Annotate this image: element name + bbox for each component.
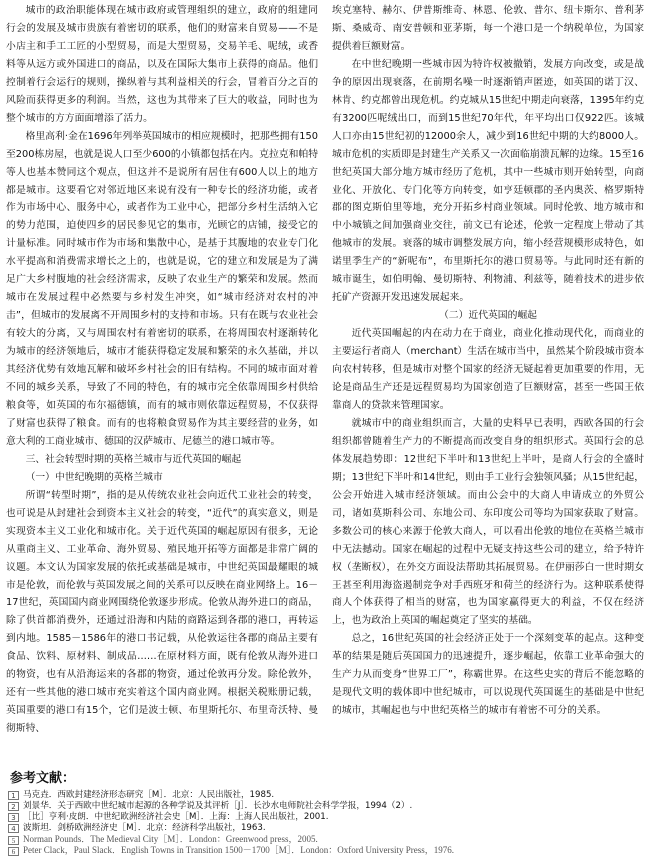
paragraph: 格里高利·金在1696年列举英国城市的相应规模时，把那些拥有150至200栋房屋，也就是说人口至少600的小镇都包括在内。克拉克和帕特等人也基本赞同这个观点，但这并不是说所有居住有600人以上的地方都是城市。这要看它对邻近地区来说有没有一种专长的经济功能，或者作为市场中心、服务中心，或者作为工业中心，把部分乡村生活纳入它的势力范围，迫使四乡的居民参见它的集市，光顾它的店铺，接受它的计量标准。同时城市作为市场和集散中心，是基于其腹地的农业专门化水平提高和消费需求增长之上的，也就是说，它的建立和发展是为了满足广大乡村腹地的社会经济需求，反映了农业生产的繁荣和发展。然而城市在发展过程中必然要与乡村发生冲突，如“城市经济对农村的冲击”，但城市的发展离不开周围乡村的支持和市场。只有在既与农业社会有较大的分离，又与周围农村有着密切的联系，在将周围农村逐渐转化为城市的经济领地后，城市才能获得稳定发展和繁荣的永久基础，并以其经济优势有效地瓦解和破坏乡村社会的旧有结构。不同的城市面对着不同的城乡关系，导致了不同的特色，有的城市完全依靠周围乡村供给粮食等，如英国的布尔福德镇，而有的城市则依靠远程贸易，不仅获得了财富也获得了粮食。而有的也将粮食贸易作为其主要经营的业务，如意大利的工商业城市、德国的汉萨城市、尼德兰的港口城市等。 (6, 130, 318, 447)
reference-item (6, 812, 642, 823)
paragraph: 埃克塞特、赫尔、伊普斯维奇、林恩、伦敦、普尔、纽卡斯尔、普利茅斯、桑威奇、南安普顿和亚茅斯，每一个港口是一个纳税单位，为国家提供着巨额财富。 (332, 5, 644, 52)
subsection-heading: （一）中世纪晚期的英格兰城市 (25, 471, 163, 483)
reference-number: 3 (8, 813, 19, 822)
reference-item (6, 845, 642, 856)
reference-number: 6 (8, 847, 19, 856)
paragraph: 在中世纪晚期一些城市因为特许权被撤销，发展方向改变，或是战争的原因出现衰落，在前期名噪一时逐渐销声匿迹，如英国的诺丁汉、林肯、约克都曾出现危机。约克城从15世纪中期走向衰落，1395年约克有3200匹呢绒出口，而到15世纪70年代，年平均出口仅922匹。该城人口亦由15世纪初的12000余人，减少到16世纪中期的大约8000人。城市危机的实质即是封建生产关系又一次面临崩溃瓦解的边缘。15至16世纪英国大部分地方城市经历了危机，其中一些城市则开始转型，向商业化、开放化、专门化等方向转变，如亨廷顿郡的圣内奥茨、格罗斯特郡的图克斯伯里等地，充分开拓乡村商业领域。同时伦敦、地方城市和中小城镇之间加强商业交往，前文已有论述，伦敦一定程度上带动了其他城市的发展。衰落的城市调整发展方向，缩小经营规模形成特色，如诺里季生产的“新呢布”，布里斯托尔的港口贸易等。与此同时还有新的城市诞生，如伯明翰、曼切斯特、利物浦、利兹等，随着技术的进步依托矿产资源开发迅速发展起来。 (332, 58, 644, 304)
reference-number: 4 (8, 824, 19, 833)
reference-number: 5 (8, 836, 19, 845)
right-column (332, 2, 644, 770)
reference-text: 波斯坦．剑桥欧洲经济史［M］．北京：经济科学出版社，1963. (23, 823, 266, 834)
subsection-heading: （二）近代英国的崛起 (439, 310, 537, 322)
paragraph: 就城市中的商业组织而言，大量的史料早已表明，西欧各国的行会组织都曾随着生产力的不断提高而改变自身的组织形式。英国行会的总体发展趋势即：12世纪下半叶和13世纪上半叶，是商人行会的全盛时期；13世纪下半叶和14世纪，则由手工业行会独领风骚；从15世纪起，公会开始进入城市经济领域。而由公会中的大商人申请成立的外贸公司，诸如莫斯科公司、东地公司、东印度公司等均为国家获取了财富。多数公司的核心来源于伦敦大商人，可以看出伦敦的地位在英格兰城市中无法撼动。国家在崛起的过程中无疑支持这些公司的建立，给予特许权（垄断权），在外交方面设法帮助其拓展贸易。在伊丽莎白一世时期女王甚至利用海盗遏制竞争对手西班牙和荷兰的经济行为。这种联系使得商人个体获得了相当的财富，也为国家赢得更大的利益，不仅在经济上，也为政治上英国的崛起奠定了坚实的基础。 (332, 417, 644, 627)
reference-text: Peter Clack，Paul Slack．English Towns in Transition 1500－1700［M］．London：Oxford University Press，1976. (23, 845, 454, 856)
reference-text: 马克垚．西欧封建经济形态研究［M］．北京：人民出版社，1985. (23, 790, 275, 800)
reference-text: Norman Pounds．The Medieval City［M］．London：Greenwood press，2005. (23, 834, 318, 845)
reference-text: ［比］亨利·皮朗．中世纪欧洲经济社会史［M］．上海：上海人民出版社，2001. (23, 812, 329, 823)
reference-number: 1 (8, 791, 19, 800)
references-title: 参考文献： (10, 771, 76, 786)
reference-number: 2 (8, 802, 19, 811)
reference-item (6, 801, 642, 812)
reference-item (6, 823, 642, 834)
reference-text: 刘景华．关于西欧中世纪城市起源的各种学说及其评析［J］．长沙水电师院社会科学学报，1994（2）. (23, 801, 413, 812)
paragraph: 所谓“转型时期”，指的是从传统农业社会向近代工业社会的转变，也可说是从封建社会到资本主义社会的转变，“近代”的真实意义，则是实现资本主义工业化和城市化。关于近代英国的崛起原因有很多，无论从重商主义、工业革命、海外贸易、殖民地开拓等方面都是非常广阔的议题。本文认为国家发展的依托或基础是城市，中世纪英国最耀眼的城市是伦敦，而伦敦与英国发展之间的关系可以反映在商业网络上。16－17世纪，英国国内商业网围绕伦敦逐步形成。伦敦从海外进口的商品，除了供首都消费外，还通过沿海和内陆的商路运到各郡的港口，再转运到内地。1585－1586年的港口书记载，从伦敦运往各郡的商品主要有食品、饮料、原材料、制成品……在原材料方面，既有伦敦从海外进口的物资，也有从沿海运来的各郡的物资，通过伦敦再分发。除伦敦外，还有一些其他的港口城市充实着这个国内商业网。根据关税账册记载，英国重要的港口有15个，它们是波士顿、布里斯托尔、布里奇沃特、曼彻斯特、 (6, 489, 318, 735)
paragraph: 近代英国崛起的内在动力在于商业，商业化推动现代化，而商业的主要运行者商人（merchant）生活在城市当中，虽然某个阶段城市资本向农村转移，但是城市对整个国家的经济无疑起着更加重要的作用，无论是商品生产还是远程贸易均为国家创造了巨额财富，甚至一些国王依靠商人的贷款来管理国家。 (332, 328, 644, 411)
left-column (6, 2, 318, 770)
section-heading: 三、社会转型时期的英格兰城市与近代英国的崛起 (25, 453, 242, 465)
paragraph: 城市的政治职能体现在城市政府或管理组织的建立，政府的组建同行会的发展及城市贵族有着密切的联系，他们的财富来自贸易——不是小店主和手工工匠的小型贸易，而是大型贸易，交易羊毛、呢绒，或香料等从远方或外国进口的商品，以及在国际大集市上获得的商品。他们控制着行会运行的规则，操纵着与其利益相关的行会，冒着百分之百的风险而获得更多的利润。当然，这也为其带来了巨大的收益，同时也为整个城市的方方面面增添了活力。 (6, 5, 318, 124)
paragraph: 总之，16世纪英国的社会经济正处于一个深刻变革的起点。这种变革的结果是随后英国国力的迅速提升，逐步崛起，依靠工业革命强大的生产力从而变身“世界工厂”，称霸世界。在这些史实的背后不能忽略的是现代文明的载体即中世纪城市，可以说现代英国诞生的基础是中世纪的城市，其崛起也与中世纪英格兰的城市有着密不可分的关系。 (332, 633, 644, 717)
references-section (6, 770, 642, 857)
reference-item (6, 790, 642, 801)
reference-item (6, 834, 642, 845)
